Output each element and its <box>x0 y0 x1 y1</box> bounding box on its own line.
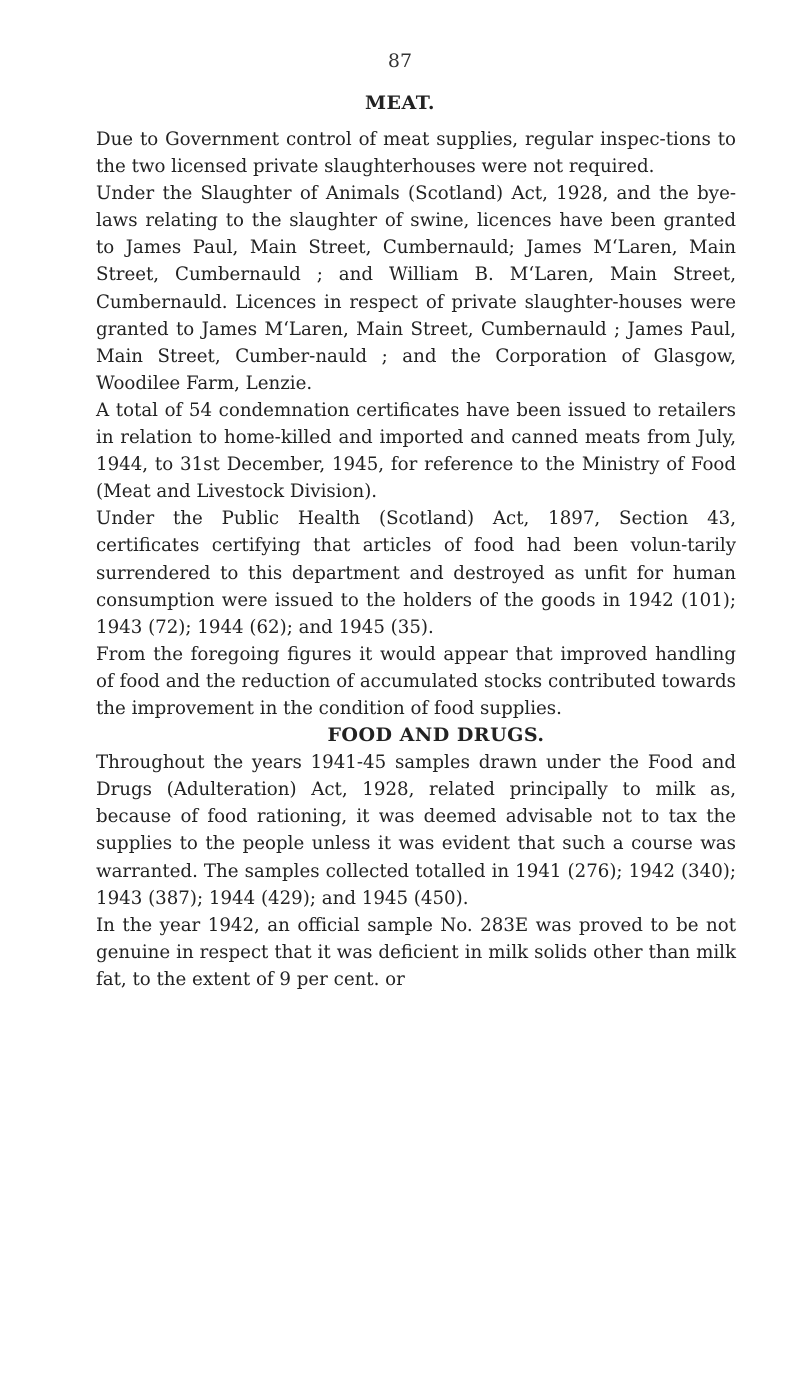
meat-paragraph-5: From the foregoing figures it would appear that improved handling of food and the reduction of accumulated stocks contributed towards the improvement in the condition of food supplies. <box>96 643 736 719</box>
section-title-meat: MEAT. <box>364 92 436 114</box>
meat-paragraph-1: Due to Government control of meat supplies, regular inspec-tions to the two licensed private slaughterhouses were not required. <box>96 129 736 178</box>
meat-paragraph-3: A total of 54 condemnation certificates have been issued to retailers in relation to home-killed and imported and canned meats from July, 1944, to 31st December, 1945, for reference to the Ministry of Food (Meat and Livestock Division). <box>96 399 736 503</box>
meat-paragraph-4: Under the Public Health (Scotland) Act, 1897, Section 43, certificates certifying that articles of food had been volun-tarily surrendered to this department and destroyed as unfit for human consumption were issued to the holders of the goods in 1942 (101); 1943 (72); 1944 (62); and 1945 (35). <box>96 508 736 638</box>
food-paragraph-1: Throughout the years 1941-45 samples drawn under the Food and Drugs (Adulteration) Act, 1928, related principally to milk as, because of food rationing, it was deemed advisable not to tax the supplies to the people unless it was evident that such a course was warranted. The samples collected totalled in 1941 (276); 1942 (340); 1943 (387); 1944 (429); and 1945 (450). <box>96 752 736 909</box>
page-number: 87 <box>387 50 413 72</box>
document-body <box>96 126 736 993</box>
meat-paragraph-2: Under the Slaughter of Animals (Scotland) Act, 1928, and the bye-laws relating to the slaughter of swine, licences have been granted to James Paul, Main Street, Cumbernauld; James M‘Laren, Main Street, Cumbernauld ; and William B. M‘Laren, Main Street, Cumbernauld. Licences in respect of private slaughter-houses were granted to James M‘Laren, Main Street, Cumbernauld ; James Paul, Main Street, Cumber-nauld ; and the Corporation of Glasgow, Woodilee Farm, Lenzie. <box>96 183 736 394</box>
section-title-food-and-drugs: FOOD AND DRUGS. <box>327 724 545 747</box>
food-paragraph-2: In the year 1942, an official sample No. 283E was proved to be not genuine in respect that it was deficient in milk solids other than milk fat, to the extent of 9 per cent. or <box>96 914 736 990</box>
